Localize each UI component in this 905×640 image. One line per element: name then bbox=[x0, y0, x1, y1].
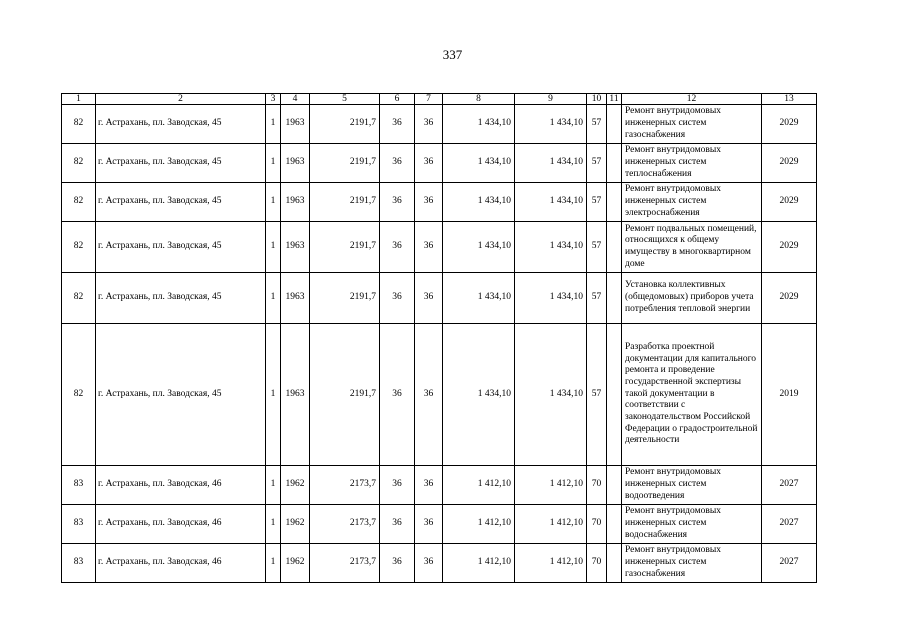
column-header: 13 bbox=[762, 94, 817, 105]
cell-year: 1963 bbox=[281, 324, 310, 466]
cell-area: 2191,7 bbox=[310, 144, 380, 183]
cell-col7: 36 bbox=[415, 466, 443, 505]
cell-work-type: Ремонт внутридомовых инженерных систем электроснабжения bbox=[622, 183, 762, 222]
cell-cost-total: 1 434,10 bbox=[443, 273, 515, 324]
cell-work-type: Ремонт внутридомовых инженерных систем теплоснабжения bbox=[622, 144, 762, 183]
cell-col7: 36 bbox=[415, 222, 443, 273]
column-header: 10 bbox=[587, 94, 607, 105]
header-row bbox=[62, 94, 817, 105]
cell-year-planned: 2027 bbox=[762, 544, 817, 583]
cell-number: 83 bbox=[62, 505, 96, 544]
cell-area: 2191,7 bbox=[310, 273, 380, 324]
cell-col11 bbox=[607, 505, 622, 544]
cell-year: 1963 bbox=[281, 144, 310, 183]
cell-year-planned: 2029 bbox=[762, 183, 817, 222]
cell-entrances: 1 bbox=[266, 466, 281, 505]
cell-work-type: Установка коллективных (общедомовых) приборов учета потребления тепловой энергии bbox=[622, 273, 762, 324]
column-header: 6 bbox=[380, 94, 415, 105]
cell-area: 2173,7 bbox=[310, 466, 380, 505]
cell-area: 2191,7 bbox=[310, 222, 380, 273]
cell-col7: 36 bbox=[415, 105, 443, 144]
cell-col11 bbox=[607, 183, 622, 222]
cell-work-type: Разработка проектной документации для капитального ремонта и проведение государственной экспертизы такой документации в соответствии с законодательством Российской Федерации о градостроительной деятельности bbox=[622, 324, 762, 466]
cell-col7: 36 bbox=[415, 144, 443, 183]
cell-cost-total: 1 434,10 bbox=[443, 105, 515, 144]
cell-cost-limit: 1 412,10 bbox=[515, 466, 587, 505]
cell-year-planned: 2029 bbox=[762, 144, 817, 183]
column-header: 7 bbox=[415, 94, 443, 105]
cell-entrances: 1 bbox=[266, 222, 281, 273]
cell-col6: 36 bbox=[380, 324, 415, 466]
cell-col7: 36 bbox=[415, 324, 443, 466]
cell-year: 1962 bbox=[281, 505, 310, 544]
cell-cost-limit: 1 434,10 bbox=[515, 273, 587, 324]
cell-number: 82 bbox=[62, 183, 96, 222]
cell-entrances: 1 bbox=[266, 324, 281, 466]
cell-entrances: 1 bbox=[266, 183, 281, 222]
cell-cost-limit: 1 434,10 bbox=[515, 144, 587, 183]
cell-work-type: Ремонт внутридомовых инженерных систем водоотведения bbox=[622, 466, 762, 505]
cell-col6: 36 bbox=[380, 466, 415, 505]
cell-wear: 70 bbox=[587, 544, 607, 583]
cell-year-planned: 2027 bbox=[762, 466, 817, 505]
cell-col7: 36 bbox=[415, 505, 443, 544]
cell-address: г. Астрахань, пл. Заводская, 46 bbox=[96, 466, 266, 505]
column-header: 9 bbox=[515, 94, 587, 105]
table-row bbox=[62, 183, 817, 222]
cell-number: 82 bbox=[62, 273, 96, 324]
cell-col7: 36 bbox=[415, 273, 443, 324]
cell-cost-limit: 1 434,10 bbox=[515, 183, 587, 222]
column-header: 2 bbox=[96, 94, 266, 105]
cell-col11 bbox=[607, 273, 622, 324]
cell-year-planned: 2029 bbox=[762, 273, 817, 324]
cell-col6: 36 bbox=[380, 273, 415, 324]
cell-year: 1962 bbox=[281, 466, 310, 505]
cell-col11 bbox=[607, 105, 622, 144]
cell-cost-total: 1 434,10 bbox=[443, 183, 515, 222]
cell-wear: 57 bbox=[587, 183, 607, 222]
cell-cost-limit: 1 412,10 bbox=[515, 544, 587, 583]
cell-area: 2191,7 bbox=[310, 183, 380, 222]
cell-number: 83 bbox=[62, 544, 96, 583]
cell-area: 2173,7 bbox=[310, 544, 380, 583]
cell-cost-limit: 1 412,10 bbox=[515, 505, 587, 544]
table-row bbox=[62, 466, 817, 505]
cell-entrances: 1 bbox=[266, 544, 281, 583]
cell-year: 1963 bbox=[281, 105, 310, 144]
cell-year: 1963 bbox=[281, 273, 310, 324]
cell-col7: 36 bbox=[415, 183, 443, 222]
cell-col6: 36 bbox=[380, 544, 415, 583]
cell-col6: 36 bbox=[380, 222, 415, 273]
cell-wear: 57 bbox=[587, 144, 607, 183]
cell-col6: 36 bbox=[380, 144, 415, 183]
table-row bbox=[62, 273, 817, 324]
cell-wear: 57 bbox=[587, 324, 607, 466]
cell-cost-total: 1 412,10 bbox=[443, 544, 515, 583]
cell-work-type: Ремонт внутридомовых инженерных систем газоснабжения bbox=[622, 105, 762, 144]
cell-cost-limit: 1 434,10 bbox=[515, 324, 587, 466]
cell-wear: 57 bbox=[587, 222, 607, 273]
cell-area: 2191,7 bbox=[310, 105, 380, 144]
cell-number: 82 bbox=[62, 105, 96, 144]
cell-col11 bbox=[607, 544, 622, 583]
table-row bbox=[62, 222, 817, 273]
cell-cost-total: 1 412,10 bbox=[443, 466, 515, 505]
column-header: 1 bbox=[62, 94, 96, 105]
cell-col11 bbox=[607, 324, 622, 466]
column-header: 4 bbox=[281, 94, 310, 105]
cell-area: 2191,7 bbox=[310, 324, 380, 466]
cell-wear: 57 bbox=[587, 105, 607, 144]
cell-col6: 36 bbox=[380, 105, 415, 144]
cell-year: 1962 bbox=[281, 544, 310, 583]
cell-cost-total: 1 434,10 bbox=[443, 144, 515, 183]
repair-schedule-table bbox=[61, 93, 817, 583]
table-row bbox=[62, 144, 817, 183]
cell-address: г. Астрахань, пл. Заводская, 45 bbox=[96, 183, 266, 222]
cell-number: 82 bbox=[62, 222, 96, 273]
cell-address: г. Астрахань, пл. Заводская, 45 bbox=[96, 222, 266, 273]
cell-col6: 36 bbox=[380, 505, 415, 544]
cell-col7: 36 bbox=[415, 544, 443, 583]
cell-cost-total: 1 434,10 bbox=[443, 324, 515, 466]
column-header: 3 bbox=[266, 94, 281, 105]
column-header: 8 bbox=[443, 94, 515, 105]
cell-year: 1963 bbox=[281, 183, 310, 222]
table-row bbox=[62, 105, 817, 144]
cell-wear: 70 bbox=[587, 505, 607, 544]
cell-cost-total: 1 412,10 bbox=[443, 505, 515, 544]
column-header: 5 bbox=[310, 94, 380, 105]
cell-col11 bbox=[607, 466, 622, 505]
column-header: 12 bbox=[622, 94, 762, 105]
table-row bbox=[62, 544, 817, 583]
cell-wear: 57 bbox=[587, 273, 607, 324]
column-header: 11 bbox=[607, 94, 622, 105]
cell-wear: 70 bbox=[587, 466, 607, 505]
cell-col6: 36 bbox=[380, 183, 415, 222]
cell-year-planned: 2019 bbox=[762, 324, 817, 466]
cell-address: г. Астрахань, пл. Заводская, 46 bbox=[96, 505, 266, 544]
cell-entrances: 1 bbox=[266, 144, 281, 183]
cell-work-type: Ремонт внутридомовых инженерных систем водоснабжения bbox=[622, 505, 762, 544]
cell-year: 1963 bbox=[281, 222, 310, 273]
page-number: 337 bbox=[442, 47, 463, 62]
cell-area: 2173,7 bbox=[310, 505, 380, 544]
cell-number: 82 bbox=[62, 324, 96, 466]
cell-cost-limit: 1 434,10 bbox=[515, 222, 587, 273]
table-row bbox=[62, 324, 817, 466]
cell-cost-total: 1 434,10 bbox=[443, 222, 515, 273]
cell-col11 bbox=[607, 144, 622, 183]
cell-year-planned: 2027 bbox=[762, 505, 817, 544]
cell-address: г. Астрахань, пл. Заводская, 45 bbox=[96, 273, 266, 324]
cell-entrances: 1 bbox=[266, 505, 281, 544]
cell-col11 bbox=[607, 222, 622, 273]
cell-year-planned: 2029 bbox=[762, 222, 817, 273]
cell-work-type: Ремонт внутридомовых инженерных систем газоснабжения bbox=[622, 544, 762, 583]
cell-year-planned: 2029 bbox=[762, 105, 817, 144]
cell-cost-limit: 1 434,10 bbox=[515, 105, 587, 144]
table-row bbox=[62, 505, 817, 544]
cell-work-type: Ремонт подвальных помещений, относящихся к общему имуществу в многоквартирном доме bbox=[622, 222, 762, 273]
cell-address: г. Астрахань, пл. Заводская, 45 bbox=[96, 144, 266, 183]
cell-number: 82 bbox=[62, 144, 96, 183]
cell-address: г. Астрахань, пл. Заводская, 45 bbox=[96, 324, 266, 466]
cell-address: г. Астрахань, пл. Заводская, 45 bbox=[96, 105, 266, 144]
cell-address: г. Астрахань, пл. Заводская, 46 bbox=[96, 544, 266, 583]
cell-entrances: 1 bbox=[266, 105, 281, 144]
cell-entrances: 1 bbox=[266, 273, 281, 324]
cell-number: 83 bbox=[62, 466, 96, 505]
